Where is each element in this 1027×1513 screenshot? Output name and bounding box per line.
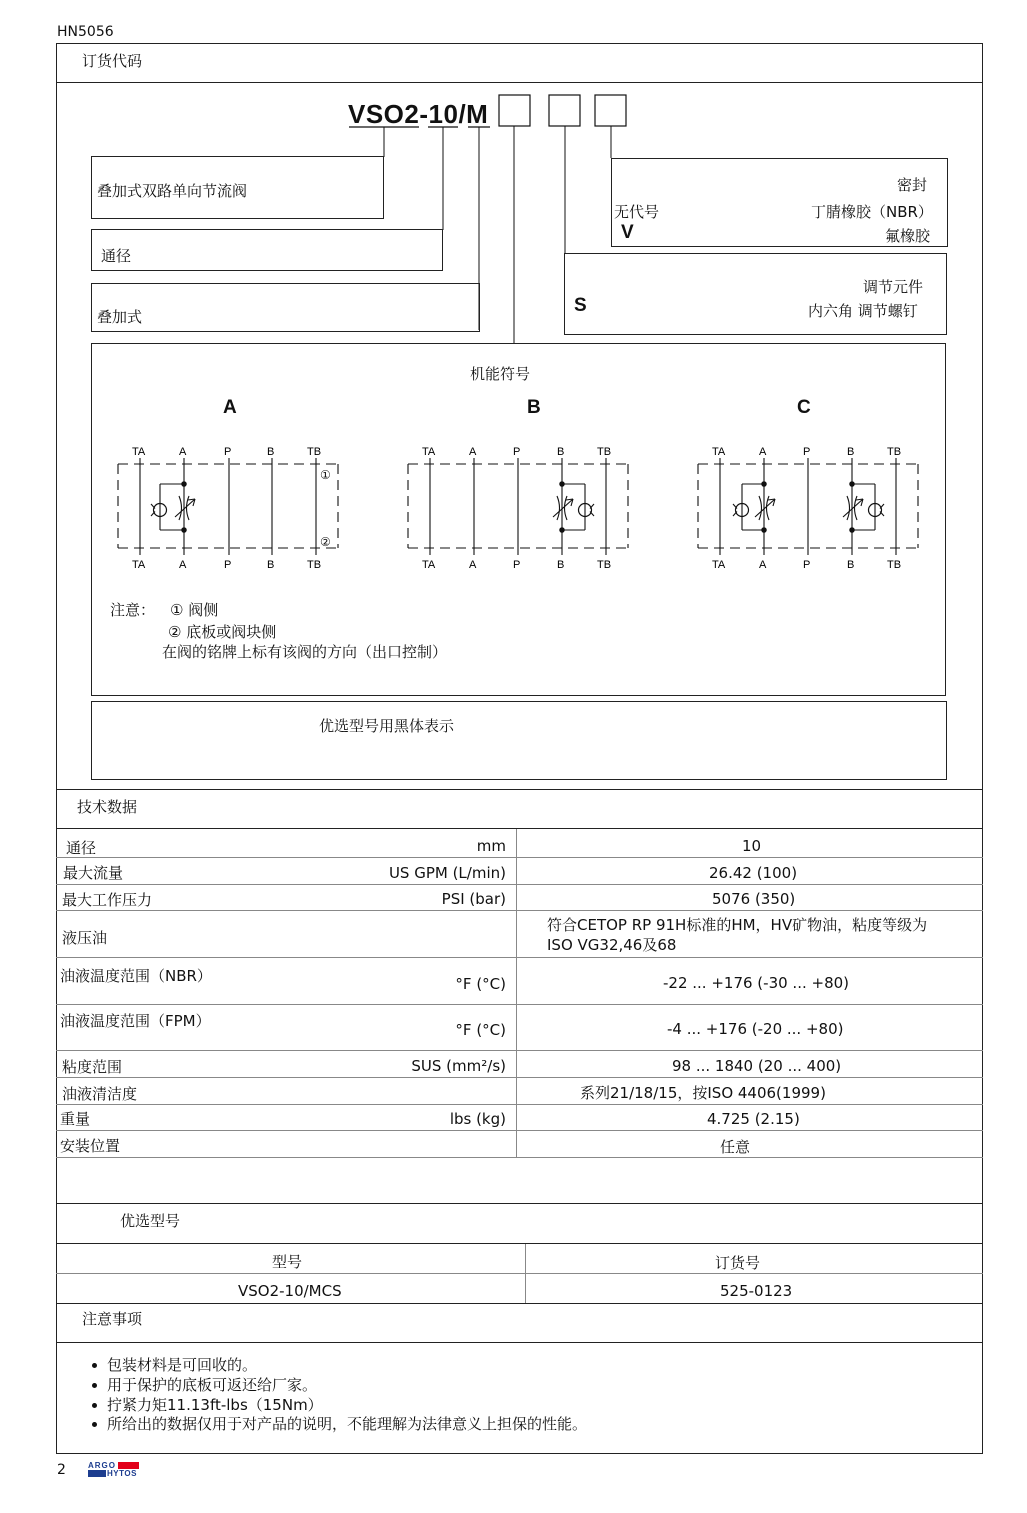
- tech-row-name: 最大工作压力: [62, 891, 153, 909]
- seal-fkm: 氟橡胶: [885, 227, 931, 245]
- svg-text:P: P: [224, 559, 232, 571]
- svg-text:A: A: [179, 559, 187, 571]
- section-preferred: 优选型号: [120, 1212, 181, 1230]
- variant-a-label: A: [223, 397, 237, 418]
- variant-c-label: C: [797, 397, 811, 418]
- svg-text:TB: TB: [887, 559, 902, 571]
- notes-list-item: 所给出的数据仅用于对产品的说明，不能理解为法律意义上担保的性能。: [92, 1413, 587, 1434]
- logo-text-bottom: HYTOS: [107, 1469, 137, 1478]
- tech-row-value: 5076 (350): [712, 890, 796, 908]
- svg-text:B: B: [847, 559, 855, 571]
- desc-valve: 叠加式双路单向节流阀: [97, 182, 248, 200]
- logo-red-bar: [118, 1462, 139, 1469]
- tech-row-value: 10: [742, 837, 762, 855]
- svg-text:P: P: [803, 446, 811, 458]
- seal-title: 密封: [897, 176, 928, 194]
- logo-blue-bar: [88, 1470, 106, 1477]
- mark-base-side: ②: [320, 535, 331, 549]
- preferred-row-order-no: 525-0123: [720, 1282, 793, 1300]
- tech-row-unit: mm: [476, 837, 506, 855]
- svg-text:B: B: [557, 446, 565, 458]
- tech-row-name: 通径: [66, 839, 97, 857]
- tech-row-unit: SUS (mm²/s): [411, 1057, 506, 1075]
- variant-b-label: B: [527, 397, 541, 418]
- preferred-row-type: VSO2-10/MCS: [238, 1282, 342, 1300]
- note-3: 在阀的铭牌上标有该阀的方向（出口控制）: [162, 643, 448, 661]
- adjust-desc: 内六角 调节螺钉: [808, 302, 918, 320]
- preferred-header-order-no: 订货号: [715, 1254, 761, 1272]
- desc-size: 通径: [101, 247, 132, 265]
- tech-row-name: 油液温度范围（FPM）: [60, 1012, 211, 1030]
- svg-text:TB: TB: [597, 559, 612, 571]
- tech-row-value: 4.725 (2.15): [707, 1110, 800, 1128]
- svg-text:A: A: [469, 446, 477, 458]
- svg-text:TB: TB: [597, 446, 612, 458]
- divider: [56, 789, 983, 790]
- note-1: ① 阀侧: [170, 601, 219, 619]
- divider: [56, 1273, 983, 1274]
- tech-row-value: 任意: [720, 1138, 751, 1156]
- adjust-s-code: S: [574, 295, 587, 316]
- tech-row-unit: lbs (kg): [449, 1110, 506, 1128]
- preferred-header-type: 型号: [272, 1253, 303, 1271]
- tech-row-value: 98 ... 1840 (20 ... 400): [672, 1057, 842, 1075]
- hydraulic-symbols: [0, 0, 1027, 600]
- svg-text:P: P: [513, 559, 521, 571]
- section-tech-data: 技术数据: [77, 798, 138, 816]
- seal-v-code: V: [621, 222, 634, 243]
- svg-text:P: P: [224, 446, 232, 458]
- svg-text:TB: TB: [307, 559, 322, 571]
- svg-text:TA: TA: [422, 559, 436, 571]
- adjust-title: 调节元件: [863, 278, 924, 296]
- tech-row-value: 符合CETOP RP 91H标准的HM，HV矿物油，粘度等级为: [547, 916, 928, 934]
- svg-text:TA: TA: [132, 446, 146, 458]
- tech-row-value: 系列21/18/15，按ISO 4406(1999): [580, 1084, 826, 1102]
- svg-text:B: B: [847, 446, 855, 458]
- svg-text:B: B: [267, 559, 275, 571]
- svg-text:A: A: [759, 559, 767, 571]
- divider: [56, 1342, 983, 1343]
- svg-text:TA: TA: [712, 559, 726, 571]
- notes-list-item: 拧紧力矩11.13ft-lbs（15Nm）: [92, 1394, 323, 1415]
- tech-row-unit: PSI (bar): [441, 890, 506, 908]
- page-number: 2: [57, 1462, 66, 1478]
- tech-row-name: 粘度范围: [62, 1058, 123, 1076]
- tech-row-name: 油液清洁度: [62, 1085, 138, 1103]
- tech-row-unit: °F (°C): [455, 975, 506, 993]
- mark-valve-side: ①: [320, 468, 331, 482]
- svg-text:A: A: [179, 446, 187, 458]
- svg-text:B: B: [267, 446, 275, 458]
- svg-text:B: B: [557, 559, 565, 571]
- seal-none-code: 无代号: [614, 203, 660, 221]
- tech-row-unit: °F (°C): [455, 1021, 506, 1039]
- divider: [525, 1244, 526, 1303]
- preferred-note: 优选型号用黑体表示: [319, 717, 455, 735]
- divider: [56, 828, 983, 829]
- desc-mount: 叠加式: [97, 308, 143, 326]
- tech-row-name: 液压油: [62, 929, 108, 947]
- tech-row-name: 安装位置: [60, 1137, 121, 1155]
- symbol-title: 机能符号: [470, 365, 531, 383]
- section-notes: 注意事项: [82, 1310, 143, 1328]
- tech-row-name: 重量: [60, 1110, 91, 1128]
- tech-row-value: -22 ... +176 (-30 ... +80): [663, 974, 850, 992]
- seal-nbr: 丁腈橡胶（NBR）: [811, 203, 933, 221]
- svg-text:TA: TA: [712, 446, 726, 458]
- logo-text-top: ARGO: [88, 1461, 116, 1470]
- divider: [56, 1303, 983, 1304]
- notes-list-item: 用于保护的底板可返还给厂家。: [92, 1374, 317, 1395]
- svg-text:A: A: [469, 559, 477, 571]
- svg-text:A: A: [759, 446, 767, 458]
- model-code: VSO2-10/M: [348, 99, 489, 129]
- tech-row-value: 26.42 (100): [709, 864, 798, 882]
- argo-hytos-logo: [88, 1462, 140, 1478]
- tech-row-name: 油液温度范围（NBR）: [60, 967, 212, 985]
- svg-text:TB: TB: [307, 446, 322, 458]
- preferred-note-box: [91, 701, 947, 780]
- section-order-code: 订货代码: [82, 52, 143, 70]
- svg-text:TA: TA: [422, 446, 436, 458]
- svg-text:TA: TA: [132, 559, 146, 571]
- svg-text:TB: TB: [887, 446, 902, 458]
- notes-list-item: 包装材料是可回收的。: [92, 1354, 257, 1375]
- svg-text:P: P: [513, 446, 521, 458]
- doc-id: HN5056: [57, 24, 114, 40]
- note-2: ② 底板或阀块侧: [168, 623, 277, 641]
- note-label: 注意：: [110, 601, 156, 619]
- tech-row-value-2: ISO VG32,46及68: [547, 936, 677, 954]
- divider: [56, 1243, 983, 1244]
- tech-row-value: -4 ... +176 (-20 ... +80): [667, 1020, 844, 1038]
- tech-row-unit: US GPM (L/min): [388, 864, 506, 882]
- svg-text:P: P: [803, 559, 811, 571]
- divider: [56, 1203, 983, 1204]
- tech-row-name: 最大流量: [63, 864, 124, 882]
